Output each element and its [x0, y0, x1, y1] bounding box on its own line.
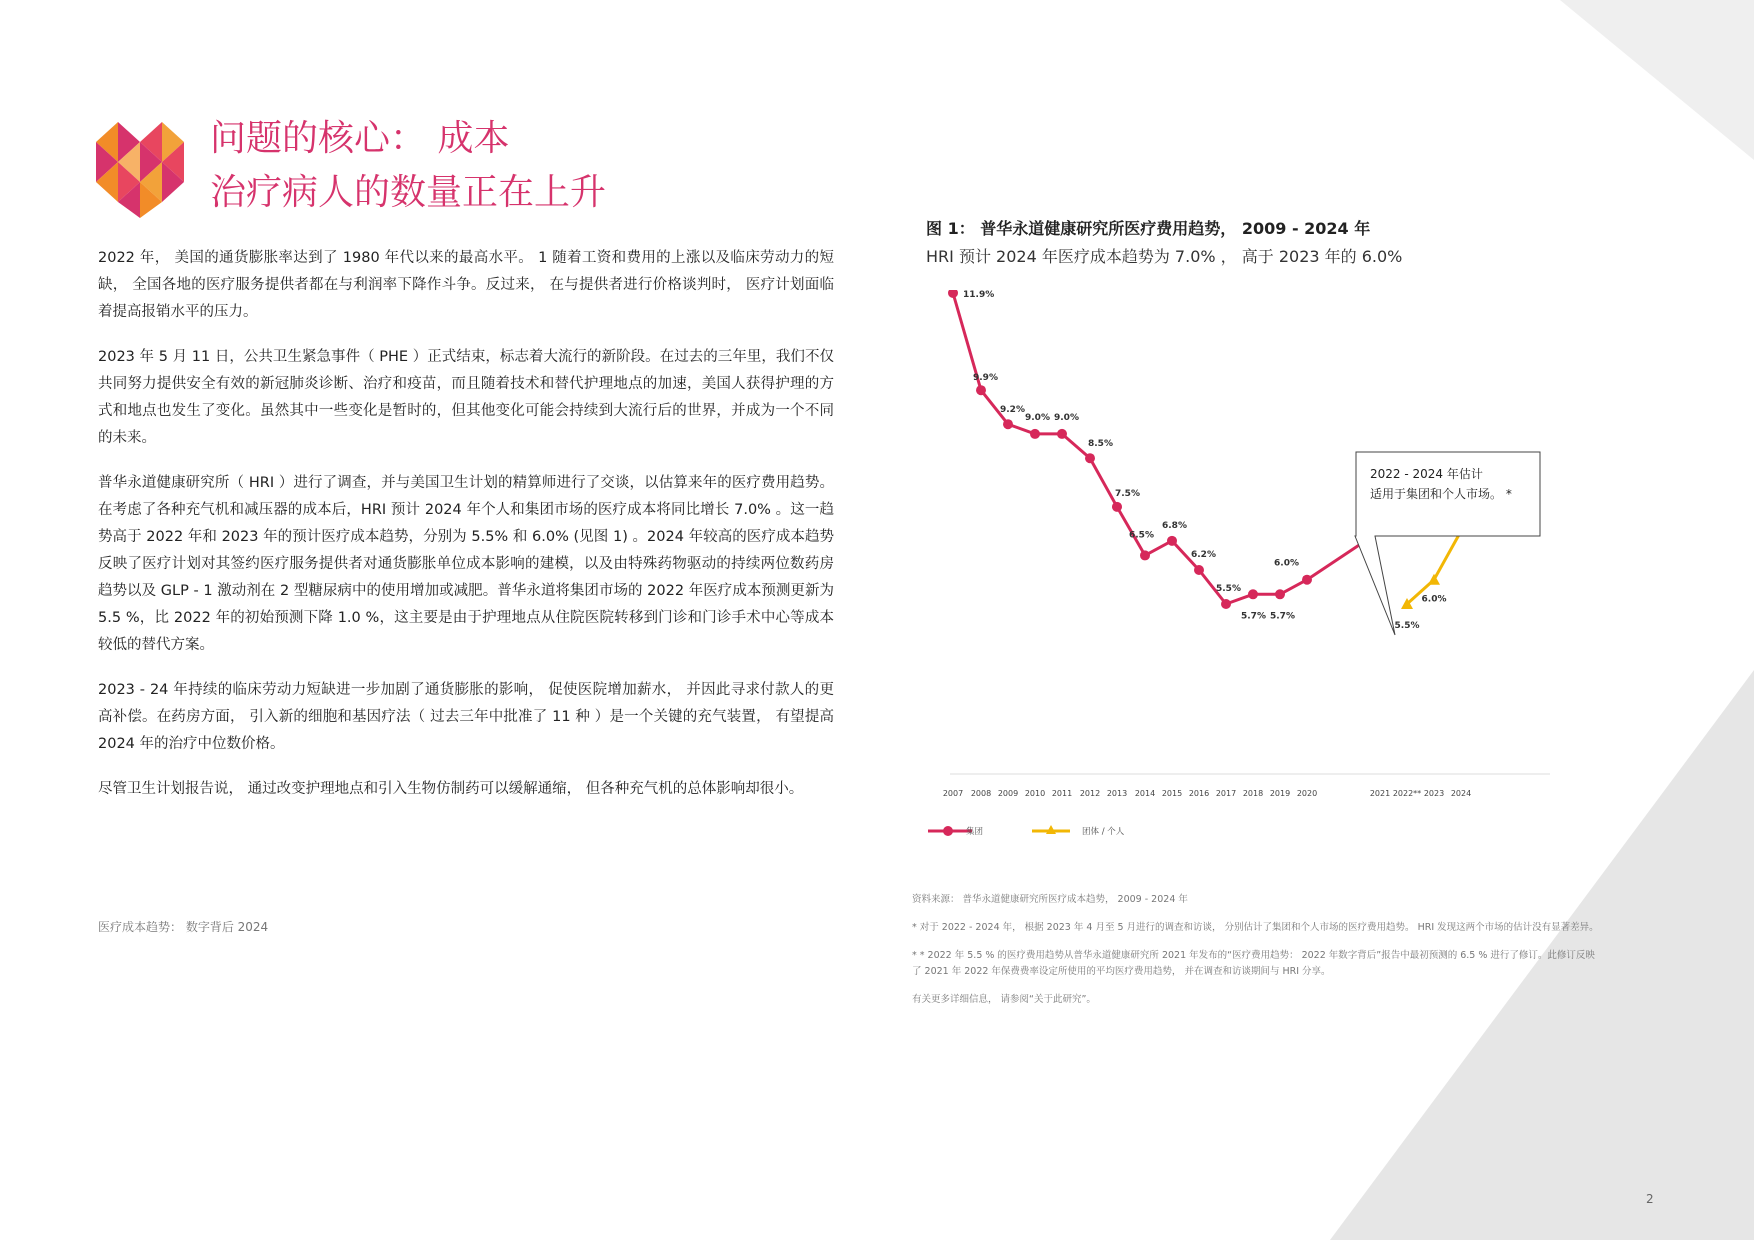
note-source: 资料来源： 普华永道健康研究所医疗成本趋势， 2009 - 2024 年 [912, 894, 1188, 905]
estimate-callout [1355, 452, 1540, 635]
page-title [210, 112, 606, 220]
x-tick-label: 2021 [1369, 789, 1391, 798]
data-label-2023: 6.0% [1421, 594, 1447, 605]
callout-line-1: 2022 - 2024 年估计 [1370, 467, 1483, 481]
x-tick-label: 2012 [1079, 789, 1101, 798]
x-tick-label: 2017 [1215, 789, 1237, 798]
data-point-2020 [1302, 575, 1312, 585]
body-text [98, 245, 834, 821]
x-tick-label: 2009 [997, 789, 1019, 798]
data-label-2019: 5.7% [1270, 611, 1295, 622]
data-point-2016 [1194, 565, 1204, 575]
title-line-1: 问题的核心： 成本 [210, 118, 510, 159]
paragraph-3: 普华永道健康研究所（ HRI ）进行了调查，并与美国卫生计划的精算师进行了交谈，以估算来年的医疗费用趋势。在考虑了各种充气机和减压器的成本后，HRI 预计 2024 年个人和集团市场的医疗成本将同比增长 7.0% 。这一趋势高于 2022 年和 2023 年的预计医疗成本趋势，分别为 5.5% 和 6.0% (见图 1) 。2024 年较高的医疗成本趋势反映了医疗计划对其签约医疗服务提供者对通货膨胀单位成本影响的建模，以及由特殊药物驱动的持续两位数药房趋势以及 GLP - 1 激动剂在 2 型糖尿病中的使用增加或减肥。普华永道将集团市场的 2022 年医疗成本预测更新为 5.5 %，比 2022 年的初始预测下降 1.0 %，这主要是由于护理地点从住院医院转移到门诊和门诊手术中心等成本较低的替代方案。 [98, 475, 834, 653]
data-label-2013: 7.5% [1115, 488, 1140, 499]
heart-logo [96, 122, 184, 218]
legend-marker-group [943, 826, 953, 836]
data-point-2013 [1112, 502, 1122, 512]
x-tick-label: 2013 [1106, 789, 1128, 798]
x-tick-label: 2010 [1024, 789, 1046, 798]
data-point-2015 [1167, 536, 1177, 546]
data-point-2011 [1057, 429, 1067, 439]
data-point-2017 [1221, 599, 1231, 609]
x-tick-label: 2023 [1423, 789, 1445, 798]
data-point-2009 [1003, 419, 1013, 429]
figure-title: 图 1： 普华永道健康研究所医疗费用趋势， 2009 - 2024 年 [926, 219, 1371, 238]
chart-legend [928, 825, 1125, 837]
left-footer: 医疗成本趋势： 数字背后 2024 [98, 920, 269, 934]
x-tick-label: 2024 [1450, 789, 1472, 798]
legend-label-individual: 团体 / 个人 [1082, 827, 1125, 837]
data-point-2014 [1140, 550, 1150, 560]
data-label-2009: 9.2% [1000, 405, 1025, 416]
data-label-2018: 5.7% [1241, 611, 1266, 622]
paragraph-5: 尽管卫生计划报告说， 通过改变护理地点和引入生物仿制药可以缓解通缩， 但各种充气机的总体影响却很小。 [98, 781, 804, 797]
cost-trend-chart [910, 290, 1560, 860]
note-1: * 对于 2022 - 2024 年， 根据 2023 年 4 月至 5 月进行的调查和访谈， 分别估计了集团和个人市场的医疗费用趋势。 HRI 发现这两个市场的估计没有显著差异。 [912, 922, 1599, 933]
paragraph-2: 2023 年 5 月 11 日，公共卫生紧急事件（ PHE ）正式结束，标志着大流行的新阶段。在过去的三年里，我们不仅共同努力提供安全有效的新冠肺炎诊断、治疗和疫苗，而且随着技术和替代护理地点的加速，美国人获得护理的方式和地点也发生了变化。虽然其中一些变化是暂时的，但其他变化可能会持续到大流行后的世界，并成为一个不同的未来。 [98, 349, 834, 446]
x-tick-label: 2011 [1051, 789, 1073, 798]
x-tick-label: 2016 [1188, 789, 1210, 798]
data-point-2012 [1085, 453, 1095, 463]
data-label-2020: 6.0% [1274, 558, 1299, 569]
x-tick-label: 2019 [1269, 789, 1291, 798]
series-line-individual [1407, 531, 1461, 604]
x-tick-label: 2020 [1296, 789, 1318, 798]
note-3: 有关更多详细信息， 请参阅“关于此研究”。 [912, 994, 1096, 1005]
series-line-group [953, 293, 1380, 604]
paragraph-4: 2023 - 24 年持续的临床劳动力短缺进一步加剧了通货膨胀的影响， 促使医院增加薪水， 并因此寻求付款人的更高补偿。在药房方面， 引入新的细胞和基因疗法（ 过去三年中批准了 11 种 ）是一个关键的充气装置， 有望提高 2024 年的治疗中位数价格。 [98, 682, 834, 752]
callout-line-2: 适用于集团和个人市场。 * [1370, 487, 1512, 501]
data-label-2017: 5.5% [1216, 584, 1241, 594]
data-point-2008 [976, 385, 986, 395]
data-label-2012: 8.5% [1088, 439, 1113, 450]
data-point-2019 [1275, 589, 1285, 599]
data-label-2011: 9.0% [1054, 412, 1079, 423]
note-2: * * 2022 年 5.5 % 的医疗费用趋势从普华永道健康研究所 2021 年发布的“医疗费用趋势： 2022 年数字背后”报告中最初预测的 6.5 % 进行了修订。此修订反映了 2021 年 2022 年保费费率设定所使用的平均医疗费用趋势， 并在调查和访谈期间与 HRI 分享。 [912, 950, 1595, 977]
figure-subtitle: HRI 预计 2024 年医疗成本趋势为 7.0% ， 高于 2023 年的 6.0% [926, 247, 1403, 266]
data-point-2023 [1428, 574, 1440, 585]
data-point-2007 [948, 290, 958, 298]
paragraph-1: 2022 年， 美国的通货膨胀率达到了 1980 年代以来的最高水平。 1 随着工资和费用的上涨以及临床劳动力的短缺， 全国各地的医疗服务提供者都在与利润率下降作斗争。反过来， 在与提供者进行价格谈判时， 医疗计划面临着提高报销水平的压力。 [98, 250, 834, 320]
legend-label-group: 集团 [966, 827, 984, 837]
x-tick-label: 2015 [1161, 789, 1183, 798]
figure-notes [912, 892, 1602, 1020]
data-label-2022: 5.5% [1394, 621, 1420, 631]
data-label-2016: 6.2% [1191, 549, 1216, 560]
data-label-2010: 9.0% [1025, 412, 1050, 423]
x-tick-label: 2007 [942, 789, 964, 798]
x-tick-label: 2008 [970, 789, 992, 798]
data-point-2010 [1030, 429, 1040, 439]
x-tick-label: 2018 [1242, 789, 1264, 798]
x-tick-label: 2014 [1134, 789, 1156, 798]
data-label-2008: 9.9% [973, 373, 998, 384]
title-line-2: 治疗病人的数量正在上升 [210, 172, 607, 213]
x-tick-label: 2022** [1392, 789, 1422, 798]
data-label-2015: 6.8% [1162, 520, 1187, 531]
page-number: 2 [1646, 1192, 1654, 1206]
data-point-2018 [1248, 589, 1258, 599]
data-label-2014: 6.5% [1129, 530, 1154, 541]
data-label-2007: 11.9% [963, 290, 995, 300]
